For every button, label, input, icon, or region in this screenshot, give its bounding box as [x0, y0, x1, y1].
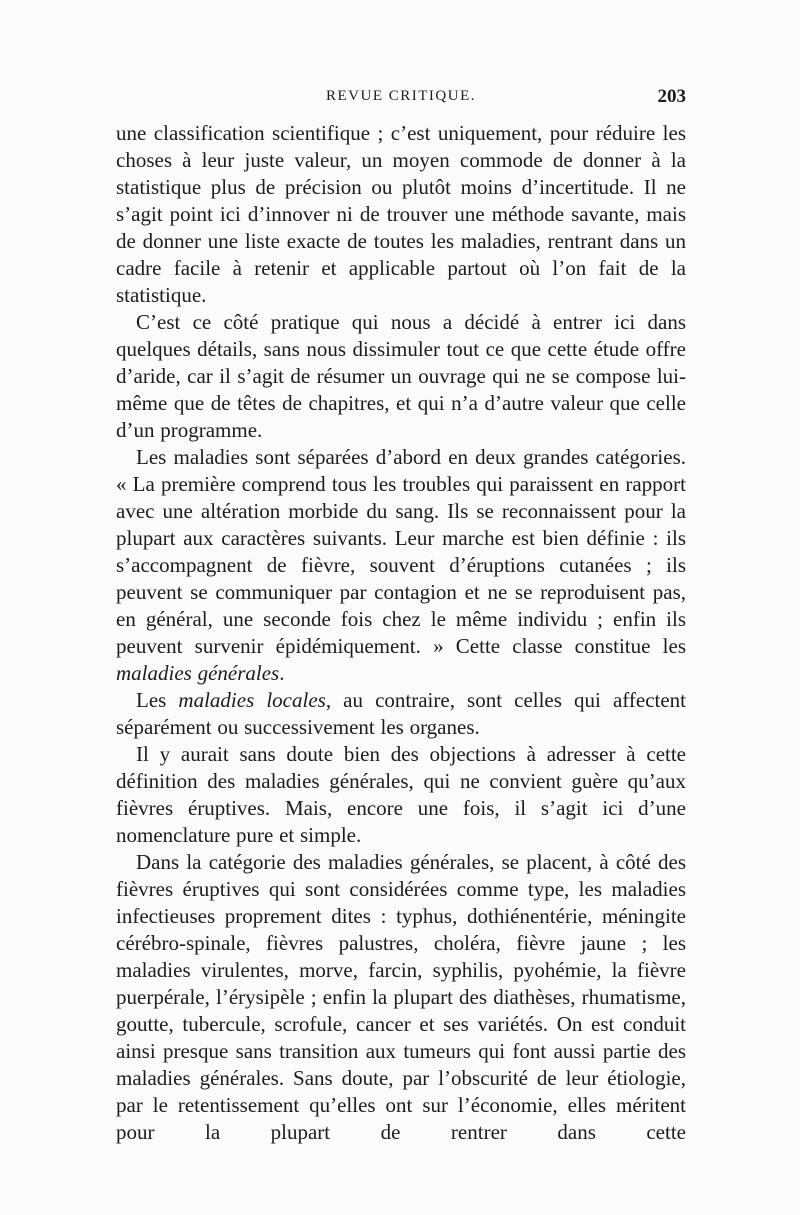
paragraph-2-text: C’est ce côté pratique qui nous a décidé à entrer ici dans quelques détails, sans nous dissimuler tout ce que cette étude offre d’aride, car il s’agit de résumer un ouvrage qui ne se compose lui-même que de têtes de chapitres, et qui n’a d’autre valeur que celle d’un programme. [116, 310, 686, 442]
paragraph-6-text: Dans la catégorie des maladies générales, se placent, à côté des fièvres éruptives qui sont considérées comme type, les maladies infectieuses proprement dites : typhus, dothiénentérie, méningite cérébro-spinale, fièvres palustres, choléra, fièvre jaune ; les maladies virulentes, morve, farcin, syphilis, pyohémie, la fièvre puerpérale, l’érysipèle ; enfin la plupart des diathèses, rhumatisme, goutte, tubercule, scrofule, cancer et ses variétés. On est conduit ainsi presque sans transition aux tumeurs qui font aussi partie des maladies générales. Sans doute, par l’obscurité de leur étiologie, par le retentissement qu’elles ont sur l’économie, elles méritent pour la plupart de rentrer dans cette [116, 850, 686, 1144]
page-number: 203 [657, 86, 686, 107]
paragraph-1 [116, 120, 686, 309]
paragraph-3-text: Les maladies sont séparées d’abord en deux grandes catégories. « La première comprend tous les troubles qui paraissent en rapport avec une altération morbide du sang. Ils se reconnaissent pour la plupart aux caractères suivants. Leur marche est bien définie : ils s’accompagnent de fièvre, souvent d’éruptions cutanées ; ils peuvent se communiquer par contagion et ne se reproduisent pas, en général, une seconde fois chez le même individu ; enfin ils peuvent survenir épidémiquement. » Cette classe constitue les [116, 445, 686, 658]
paragraph-6 [116, 849, 686, 1146]
paragraph-3 [116, 444, 686, 687]
paragraph-4-italic-term: maladies locales [178, 688, 326, 712]
running-title: REVUE CRITIQUE. [326, 88, 476, 104]
paragraph-4-text-start: Les [136, 688, 179, 712]
paragraph-1-text: une classification scientifique ; c’est uniquement, pour réduire les choses à leur juste valeur, un moyen commode de donner à la statistique plus de précision ou plutôt moins d’incertitude. Il ne s’agit point ici d’innover ni de trouver une méthode savante, mais de donner une liste exacte de toutes les maladies, rentrant dans un cadre facile à retenir et applicable partout où l’on fait de la statistique. [116, 121, 686, 307]
paragraph-4 [116, 687, 686, 741]
paragraph-5 [116, 741, 686, 849]
running-head [116, 86, 686, 112]
paragraph-2 [116, 309, 686, 444]
paragraph-3-italic-term: maladies générales [116, 661, 280, 685]
paragraph-4-text: , au contraire, sont celles qui affectent séparément ou successivement les organes. [116, 688, 686, 739]
paragraph-5-text: Il y aurait sans doute bien des objections à adresser à cette définition des maladies générales, qui ne convient guère qu’aux fièvres éruptives. Mais, encore une fois, il s’agit ici d’une nomenclature pure et simple. [116, 742, 686, 847]
paragraph-3-text-end: . [279, 661, 285, 685]
page-text-block [116, 86, 686, 1146]
